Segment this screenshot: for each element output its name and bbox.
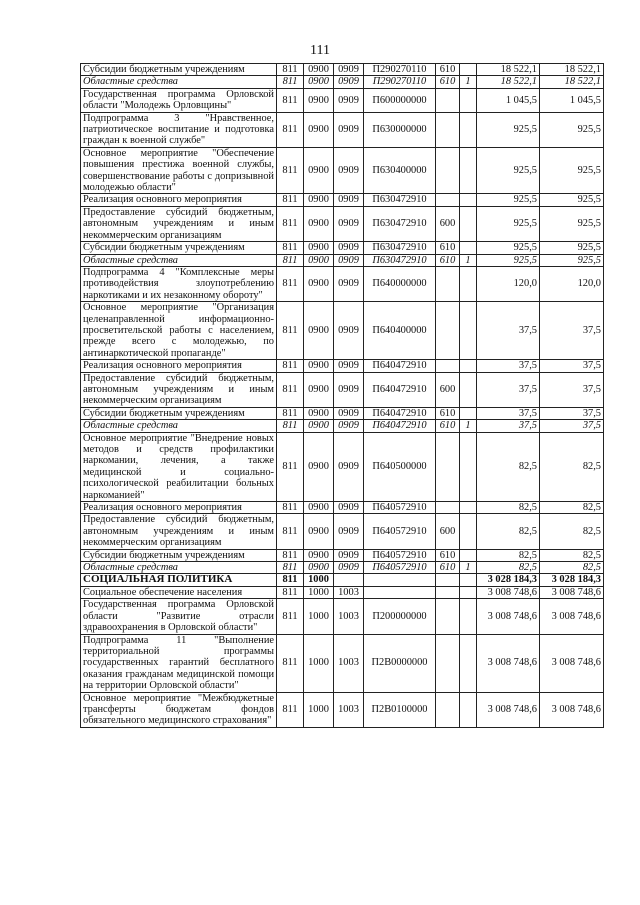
- cell-amount-2: 37,5: [540, 407, 604, 419]
- cell-ministry-code: 811: [277, 242, 304, 254]
- cell-funding-source: [460, 302, 477, 360]
- row-name: Основное мероприятие "Внедрение новых методов и средств профилактики наркомании, лечения, а также медицинской и социально-психологической реабилитации больных наркоманией": [81, 432, 277, 501]
- cell-amount-1: 82,5: [477, 562, 540, 574]
- row-name: Социальное обеспечение населения: [81, 586, 277, 598]
- cell-funding-source: [460, 574, 477, 586]
- cell-expense-type: 610: [436, 407, 460, 419]
- cell-amount-2: 37,5: [540, 302, 604, 360]
- cell-amount-2: 82,5: [540, 514, 604, 549]
- cell-ministry-code: 811: [277, 147, 304, 194]
- cell-amount-2: 3 008 748,6: [540, 586, 604, 598]
- cell-subsection-code: 0909: [334, 88, 364, 112]
- cell-expense-type: [436, 302, 460, 360]
- table-row: [81, 266, 604, 301]
- cell-subsection-code: 1003: [334, 692, 364, 727]
- cell-section-code: 1000: [304, 692, 334, 727]
- cell-subsection-code: 0909: [334, 407, 364, 419]
- cell-target-article: П640572910: [364, 514, 436, 549]
- cell-ministry-code: 811: [277, 302, 304, 360]
- cell-subsection-code: [334, 574, 364, 586]
- cell-amount-2: 82,5: [540, 432, 604, 501]
- cell-section-code: 0900: [304, 266, 334, 301]
- table-row: [81, 574, 604, 586]
- cell-ministry-code: 811: [277, 88, 304, 112]
- table-row: [81, 586, 604, 598]
- cell-funding-source: 1: [460, 76, 477, 88]
- cell-subsection-code: 0909: [334, 76, 364, 88]
- cell-subsection-code: 0909: [334, 372, 364, 407]
- cell-amount-2: 18 522,1: [540, 64, 604, 76]
- cell-section-code: 0900: [304, 64, 334, 76]
- cell-expense-type: 610: [436, 242, 460, 254]
- cell-amount-2: 3 028 184,3: [540, 574, 604, 586]
- cell-section-code: 0900: [304, 88, 334, 112]
- cell-funding-source: [460, 549, 477, 561]
- cell-ministry-code: 811: [277, 266, 304, 301]
- cell-amount-2: 925,5: [540, 206, 604, 241]
- cell-expense-type: [436, 147, 460, 194]
- cell-funding-source: [460, 206, 477, 241]
- cell-section-code: 0900: [304, 502, 334, 514]
- table-row: [81, 407, 604, 419]
- cell-target-article: П630400000: [364, 147, 436, 194]
- row-name: Подпрограмма 4 "Комплексные меры противодействия злоупотреблению наркотиками и их незаконному обороту": [81, 266, 277, 301]
- cell-subsection-code: 1003: [334, 586, 364, 598]
- cell-target-article: П640472910: [364, 407, 436, 419]
- cell-amount-1: 18 522,1: [477, 64, 540, 76]
- cell-amount-1: 37,5: [477, 420, 540, 432]
- table-row: [81, 502, 604, 514]
- row-name: Областные средства: [81, 254, 277, 266]
- cell-target-article: П640572910: [364, 549, 436, 561]
- cell-subsection-code: 0909: [334, 302, 364, 360]
- row-name: Подпрограмма 3 "Нравственное, патриотическое воспитание и подготовка граждан к военной службе": [81, 112, 277, 147]
- row-name: Предоставление субсидий бюджетным, автономным учреждениям и иным некоммерческим организациям: [81, 372, 277, 407]
- cell-subsection-code: 0909: [334, 432, 364, 501]
- cell-amount-2: 18 522,1: [540, 76, 604, 88]
- cell-ministry-code: 811: [277, 206, 304, 241]
- cell-subsection-code: 0909: [334, 242, 364, 254]
- cell-expense-type: 610: [436, 76, 460, 88]
- cell-section-code: 0900: [304, 407, 334, 419]
- table-row: [81, 302, 604, 360]
- cell-amount-1: 82,5: [477, 514, 540, 549]
- cell-expense-type: [436, 112, 460, 147]
- row-name: Областные средства: [81, 562, 277, 574]
- table-row: [81, 514, 604, 549]
- cell-expense-type: 600: [436, 206, 460, 241]
- cell-amount-1: 37,5: [477, 407, 540, 419]
- cell-amount-2: 37,5: [540, 360, 604, 372]
- cell-subsection-code: 0909: [334, 254, 364, 266]
- cell-ministry-code: 811: [277, 64, 304, 76]
- row-name: Государственная программа Орловской области "Молодежь Орловщины": [81, 88, 277, 112]
- cell-amount-2: 925,5: [540, 194, 604, 206]
- cell-funding-source: [460, 147, 477, 194]
- cell-target-article: П640472910: [364, 360, 436, 372]
- row-name: Реализация основного мероприятия: [81, 502, 277, 514]
- cell-section-code: 0900: [304, 147, 334, 194]
- row-name: Основное мероприятие "Межбюджетные трансферты бюджетам фондов обязательного медицинского страхования": [81, 692, 277, 727]
- cell-amount-1: 18 522,1: [477, 76, 540, 88]
- row-name: СОЦИАЛЬНАЯ ПОЛИТИКА: [81, 574, 277, 586]
- table-row: [81, 372, 604, 407]
- row-name: Основное мероприятие "Обеспечение повышения престижа военной службы, совершенствование работы с допризывной молодежью области": [81, 147, 277, 194]
- cell-target-article: П290270110: [364, 76, 436, 88]
- cell-funding-source: [460, 194, 477, 206]
- cell-ministry-code: 811: [277, 692, 304, 727]
- cell-amount-1: 925,5: [477, 206, 540, 241]
- cell-ministry-code: 811: [277, 562, 304, 574]
- cell-funding-source: [460, 372, 477, 407]
- cell-ministry-code: 811: [277, 420, 304, 432]
- cell-target-article: [364, 586, 436, 598]
- cell-subsection-code: 0909: [334, 266, 364, 301]
- cell-amount-1: 925,5: [477, 242, 540, 254]
- cell-expense-type: 610: [436, 549, 460, 561]
- cell-ministry-code: 811: [277, 599, 304, 634]
- cell-ministry-code: 811: [277, 502, 304, 514]
- cell-target-article: П2В0000000: [364, 634, 436, 692]
- table-row: [81, 88, 604, 112]
- cell-section-code: 0900: [304, 360, 334, 372]
- cell-target-article: П640400000: [364, 302, 436, 360]
- cell-expense-type: [436, 574, 460, 586]
- table-row: [81, 360, 604, 372]
- cell-amount-2: 120,0: [540, 266, 604, 301]
- cell-amount-1: 82,5: [477, 432, 540, 501]
- cell-amount-2: 925,5: [540, 112, 604, 147]
- cell-subsection-code: 1003: [334, 634, 364, 692]
- cell-expense-type: 610: [436, 64, 460, 76]
- cell-amount-1: 3 008 748,6: [477, 634, 540, 692]
- cell-funding-source: [460, 266, 477, 301]
- cell-section-code: 0900: [304, 302, 334, 360]
- row-name: Субсидии бюджетным учреждениям: [81, 242, 277, 254]
- cell-target-article: П600000000: [364, 88, 436, 112]
- table-row: [81, 254, 604, 266]
- cell-funding-source: [460, 586, 477, 598]
- row-name: Предоставление субсидий бюджетным, автономным учреждениям и иным некоммерческим организациям: [81, 206, 277, 241]
- cell-target-article: П640572910: [364, 502, 436, 514]
- cell-target-article: П630472910: [364, 254, 436, 266]
- cell-funding-source: [460, 692, 477, 727]
- cell-target-article: П630472910: [364, 206, 436, 241]
- cell-amount-2: 3 008 748,6: [540, 599, 604, 634]
- cell-amount-1: 82,5: [477, 549, 540, 561]
- cell-funding-source: [460, 432, 477, 501]
- cell-amount-2: 925,5: [540, 254, 604, 266]
- cell-amount-2: 3 008 748,6: [540, 692, 604, 727]
- table-row: [81, 194, 604, 206]
- cell-expense-type: 600: [436, 372, 460, 407]
- cell-amount-2: 1 045,5: [540, 88, 604, 112]
- cell-amount-1: 37,5: [477, 302, 540, 360]
- table-row: [81, 242, 604, 254]
- cell-amount-2: 3 008 748,6: [540, 634, 604, 692]
- cell-amount-1: 1 045,5: [477, 88, 540, 112]
- cell-section-code: 0900: [304, 254, 334, 266]
- cell-amount-1: 37,5: [477, 360, 540, 372]
- cell-ministry-code: 811: [277, 407, 304, 419]
- table-row: [81, 147, 604, 194]
- table-row: [81, 112, 604, 147]
- table-row: [81, 432, 604, 501]
- row-name: Реализация основного мероприятия: [81, 194, 277, 206]
- cell-ministry-code: 811: [277, 194, 304, 206]
- cell-section-code: 1000: [304, 599, 334, 634]
- cell-section-code: 0900: [304, 562, 334, 574]
- cell-subsection-code: 0909: [334, 360, 364, 372]
- cell-subsection-code: 0909: [334, 562, 364, 574]
- cell-funding-source: [460, 407, 477, 419]
- cell-amount-2: 37,5: [540, 372, 604, 407]
- cell-amount-1: 925,5: [477, 194, 540, 206]
- table-row: [81, 64, 604, 76]
- cell-amount-2: 82,5: [540, 502, 604, 514]
- row-name: Субсидии бюджетным учреждениям: [81, 64, 277, 76]
- cell-target-article: П630000000: [364, 112, 436, 147]
- cell-subsection-code: 0909: [334, 514, 364, 549]
- cell-ministry-code: 811: [277, 586, 304, 598]
- cell-target-article: П640472910: [364, 420, 436, 432]
- cell-target-article: П200000000: [364, 599, 436, 634]
- cell-funding-source: 1: [460, 562, 477, 574]
- cell-amount-1: 37,5: [477, 372, 540, 407]
- cell-section-code: 0900: [304, 194, 334, 206]
- cell-section-code: 0900: [304, 112, 334, 147]
- cell-subsection-code: 0909: [334, 502, 364, 514]
- cell-funding-source: [460, 599, 477, 634]
- cell-subsection-code: 0909: [334, 420, 364, 432]
- cell-target-article: П290270110: [364, 64, 436, 76]
- cell-amount-1: 925,5: [477, 112, 540, 147]
- cell-funding-source: [460, 514, 477, 549]
- row-name: Основное мероприятие "Организация целенаправленной информационно-просветительской работы с населением, прежде всего с молодежью, по антинаркотической пропаганде": [81, 302, 277, 360]
- row-name: Областные средства: [81, 420, 277, 432]
- cell-subsection-code: 1003: [334, 599, 364, 634]
- row-name: Субсидии бюджетным учреждениям: [81, 549, 277, 561]
- cell-expense-type: [436, 692, 460, 727]
- cell-expense-type: [436, 502, 460, 514]
- cell-section-code: 0900: [304, 432, 334, 501]
- cell-amount-1: 120,0: [477, 266, 540, 301]
- cell-expense-type: [436, 194, 460, 206]
- row-name: Субсидии бюджетным учреждениям: [81, 407, 277, 419]
- cell-amount-1: 3 008 748,6: [477, 586, 540, 598]
- cell-amount-2: 82,5: [540, 562, 604, 574]
- cell-amount-2: 925,5: [540, 147, 604, 194]
- cell-ministry-code: 811: [277, 514, 304, 549]
- cell-section-code: 1000: [304, 586, 334, 598]
- row-name: Областные средства: [81, 76, 277, 88]
- cell-amount-2: 925,5: [540, 242, 604, 254]
- row-name: Государственная программа Орловской области "Развитие отрасли здравоохранения в Орловской области": [81, 599, 277, 634]
- cell-subsection-code: 0909: [334, 147, 364, 194]
- cell-expense-type: [436, 88, 460, 112]
- cell-expense-type: [436, 586, 460, 598]
- cell-expense-type: 610: [436, 420, 460, 432]
- cell-section-code: 0900: [304, 549, 334, 561]
- cell-funding-source: 1: [460, 254, 477, 266]
- page-number: 111: [310, 43, 330, 58]
- row-name: Предоставление субсидий бюджетным, автономным учреждениям и иным некоммерческим организациям: [81, 514, 277, 549]
- cell-ministry-code: 811: [277, 76, 304, 88]
- cell-expense-type: 610: [436, 254, 460, 266]
- cell-target-article: П630472910: [364, 242, 436, 254]
- cell-target-article: П640000000: [364, 266, 436, 301]
- cell-expense-type: [436, 266, 460, 301]
- cell-ministry-code: 811: [277, 549, 304, 561]
- cell-subsection-code: 0909: [334, 549, 364, 561]
- cell-target-article: П640472910: [364, 372, 436, 407]
- cell-funding-source: [460, 88, 477, 112]
- cell-expense-type: [436, 432, 460, 501]
- cell-expense-type: [436, 634, 460, 692]
- cell-ministry-code: 811: [277, 432, 304, 501]
- cell-section-code: 1000: [304, 574, 334, 586]
- cell-expense-type: 610: [436, 562, 460, 574]
- cell-subsection-code: 0909: [334, 206, 364, 241]
- cell-section-code: 0900: [304, 514, 334, 549]
- cell-section-code: 1000: [304, 634, 334, 692]
- cell-amount-2: 37,5: [540, 420, 604, 432]
- cell-ministry-code: 811: [277, 254, 304, 266]
- cell-expense-type: [436, 360, 460, 372]
- table-row: [81, 420, 604, 432]
- cell-target-article: П640500000: [364, 432, 436, 501]
- cell-funding-source: [460, 242, 477, 254]
- table-row: [81, 562, 604, 574]
- table-row: [81, 599, 604, 634]
- table-body: [81, 64, 604, 728]
- cell-funding-source: [460, 634, 477, 692]
- cell-target-article: П630472910: [364, 194, 436, 206]
- cell-funding-source: [460, 502, 477, 514]
- table-row: [81, 76, 604, 88]
- cell-target-article: П640572910: [364, 562, 436, 574]
- table-row: [81, 634, 604, 692]
- cell-expense-type: 600: [436, 514, 460, 549]
- cell-section-code: 0900: [304, 206, 334, 241]
- cell-ministry-code: 811: [277, 360, 304, 372]
- row-name: Реализация основного мероприятия: [81, 360, 277, 372]
- row-name: Подпрограмма 11 "Выполнение территориальной программы государственных гарантий бесплатного оказания гражданам медицинской помощи на территории Орловской области": [81, 634, 277, 692]
- cell-ministry-code: 811: [277, 372, 304, 407]
- cell-ministry-code: 811: [277, 574, 304, 586]
- cell-ministry-code: 811: [277, 112, 304, 147]
- table-row: [81, 206, 604, 241]
- cell-funding-source: [460, 360, 477, 372]
- cell-amount-1: 3 028 184,3: [477, 574, 540, 586]
- cell-amount-1: 82,5: [477, 502, 540, 514]
- cell-ministry-code: 811: [277, 634, 304, 692]
- cell-amount-1: 3 008 748,6: [477, 692, 540, 727]
- cell-section-code: 0900: [304, 242, 334, 254]
- cell-section-code: 0900: [304, 420, 334, 432]
- cell-subsection-code: 0909: [334, 64, 364, 76]
- cell-amount-1: 925,5: [477, 254, 540, 266]
- table-row: [81, 549, 604, 561]
- cell-amount-1: 3 008 748,6: [477, 599, 540, 634]
- cell-section-code: 0900: [304, 76, 334, 88]
- cell-expense-type: [436, 599, 460, 634]
- cell-amount-2: 82,5: [540, 549, 604, 561]
- cell-amount-1: 925,5: [477, 147, 540, 194]
- cell-funding-source: [460, 64, 477, 76]
- table-row: [81, 692, 604, 727]
- cell-target-article: П2В0100000: [364, 692, 436, 727]
- budget-table: [80, 63, 604, 728]
- cell-subsection-code: 0909: [334, 112, 364, 147]
- cell-funding-source: [460, 112, 477, 147]
- cell-target-article: [364, 574, 436, 586]
- cell-subsection-code: 0909: [334, 194, 364, 206]
- cell-funding-source: 1: [460, 420, 477, 432]
- cell-section-code: 0900: [304, 372, 334, 407]
